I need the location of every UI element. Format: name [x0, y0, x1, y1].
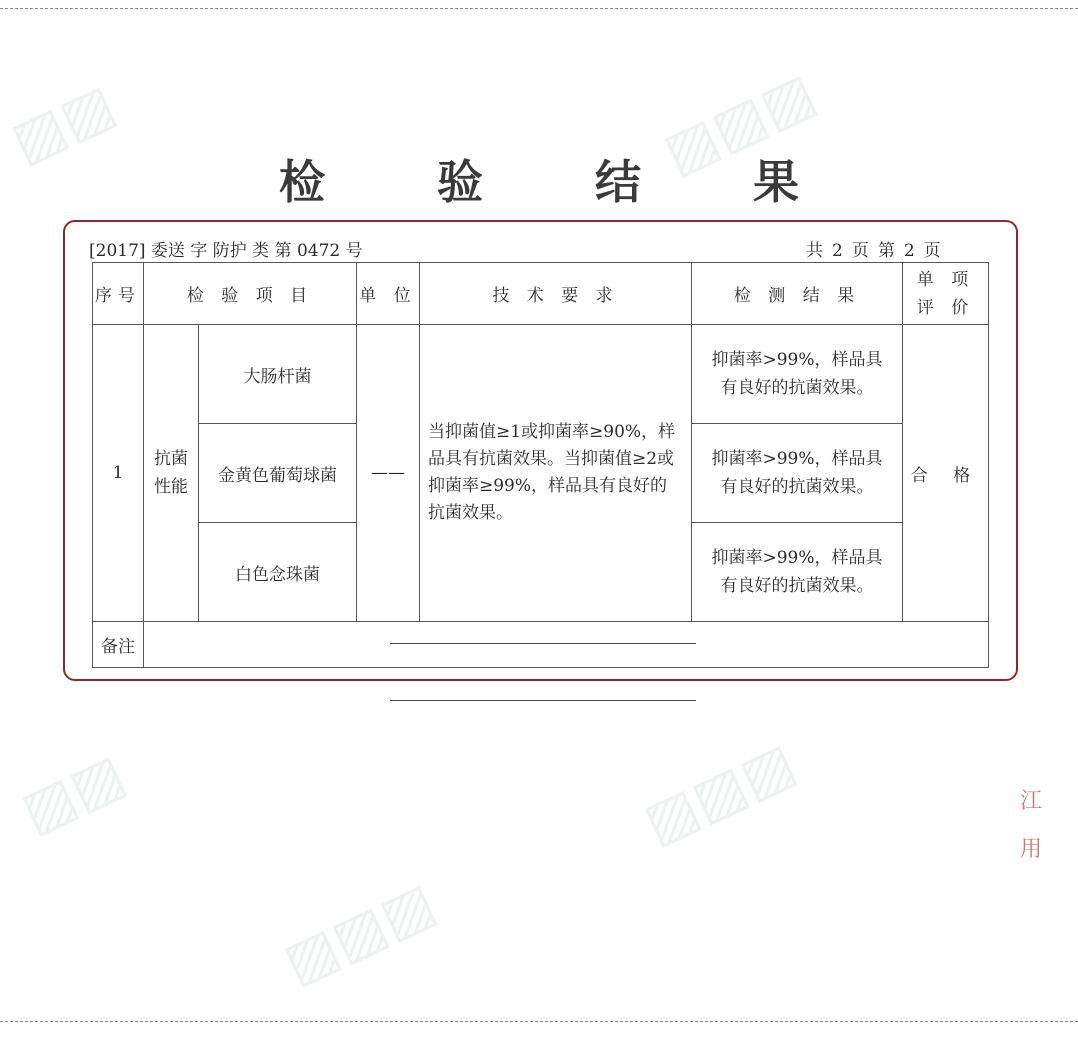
top-dashed-border — [0, 8, 1078, 9]
watermark: ▨▨▨ — [653, 59, 826, 187]
result-cell: 抑菌率>99%，样品具 有良好的抗菌效果。 — [692, 424, 903, 523]
watermark: ▨▨ — [11, 740, 135, 846]
requirement-cell: 当抑菌值≥1或抑菌率≥90%，样品具有抗菌效果。当抑菌值≥2或抑菌率≥99%，样品具有良好的抗菌效果。 — [420, 325, 692, 622]
page-title: 检 验 结 果 — [278, 155, 848, 209]
category-cell: 抗菌 性能 — [144, 325, 199, 622]
seal-stamp: 江 用 — [1020, 789, 1043, 862]
item-cell: 金黄色葡萄球菌 — [199, 424, 357, 523]
result-cell: 抑菌率>99%，样品具 有良好的抗菌效果。 — [692, 325, 903, 424]
report-number: [2017] 委送 字 防护 类 第 0472 号 — [89, 241, 363, 261]
seq-cell: 1 — [93, 325, 144, 622]
bottom-dashed-border — [0, 1021, 1078, 1022]
remarks-row — [93, 622, 989, 668]
item-cell: 白色念珠菌 — [199, 523, 357, 622]
table-row — [93, 325, 989, 424]
watermark: ▨▨ — [1, 70, 125, 176]
watermark: ▨▨▨ — [633, 729, 806, 857]
header-item: 检 验 项 目 — [144, 263, 357, 325]
end-line — [390, 700, 696, 701]
remarks-line — [390, 643, 696, 644]
watermark: ▨▨▨ — [273, 869, 446, 997]
result-cell: 抑菌率>99%，样品具 有良好的抗菌效果。 — [692, 523, 903, 622]
result-table — [92, 262, 989, 668]
remarks-label: 备注 — [93, 622, 144, 668]
header-result: 检 测 结 果 — [692, 263, 903, 325]
header-seq: 序号 — [93, 263, 144, 325]
header-requirement: 技 术 要 求 — [420, 263, 692, 325]
page-count: 共 2 页 第 2 页 — [806, 241, 941, 261]
header-unit: 单 位 — [357, 263, 420, 325]
header-evaluation: 单 项 评 价 — [903, 263, 989, 325]
remarks-cell — [144, 622, 989, 668]
evaluation-cell: 合 格 — [903, 325, 989, 622]
table-header-row — [93, 263, 989, 325]
unit-cell: —— — [357, 325, 420, 622]
item-cell: 大肠杆菌 — [199, 325, 357, 424]
